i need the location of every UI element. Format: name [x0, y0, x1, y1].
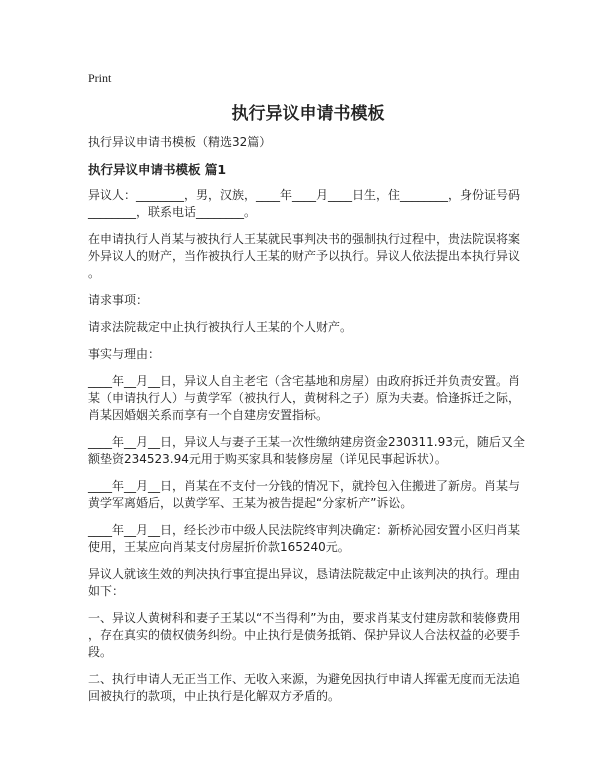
- paragraph-line: ________，联系电话________。: [88, 205, 257, 219]
- paragraph: [88, 346, 528, 363]
- paragraph-line: 额垫资234523.94元用于购买家具和装修房屋（详见民事起诉状）。: [88, 452, 447, 466]
- paragraph-line: ____年__月__日，异议人自主老宅（含宅基地和房屋）由政府拆迁并负责安置。肖: [88, 374, 521, 388]
- paragraph-line: ____年__月__日，经长沙市中级人民法院终审判决确定：新桥沁园安置小区归肖某: [88, 523, 521, 537]
- paragraph: [88, 671, 528, 705]
- paragraph-line: 请求法院裁定中止执行被执行人王某的个人财产。: [88, 320, 353, 334]
- paragraph-line: 异议人就该生效的判决执行事宜提出异议，恳请法院裁定中止该判决的执行。理由: [88, 567, 521, 581]
- paragraph-line: 在申请执行人肖某与被执行人王某就民事判决书的强制执行过程中，贵法院误将案: [88, 232, 521, 246]
- print-link[interactable]: Print: [88, 71, 112, 85]
- document-subtitle: 执行异议申请书模板（精选32篇）: [88, 135, 272, 149]
- paragraph-line: 肖某因婚姻关系而享有一个自建房安置指标。: [88, 408, 329, 422]
- section-heading: 执行异议申请书模板 篇1: [88, 162, 227, 177]
- paragraph-line: ____年__月__日，肖某在不支付一分钱的情况下，就拎包入住搬进了新房。肖某与: [88, 479, 521, 493]
- document-page: [88, 70, 528, 715]
- paragraph-line: 外异议人的财产，当作被执行人王某的财产予以执行。异议人依法提出本执行异议: [88, 249, 521, 263]
- document-title: 执行异议申请书模板: [231, 104, 385, 124]
- paragraph-line: 回被执行的款项，中止执行是化解双方矛盾的。: [88, 689, 341, 703]
- paragraph-line: 异议人：________，男，汉族，____年____月____日生，住________，身份证号码: [88, 188, 521, 202]
- paragraph: [88, 478, 528, 512]
- paragraph-line: 一、异议人黄树科和妻子王某以“不当得利”为由，要求肖某支付建房款和装修费用: [88, 611, 521, 625]
- paragraph: [88, 566, 528, 600]
- paragraph-line: 事实与理由：: [88, 347, 161, 361]
- paragraph: [88, 434, 528, 468]
- paragraph-line: 某（申请执行人）与黄学军（被执行人，黄树科之子）原为夫妻。恰逢拆迁之际，: [88, 391, 521, 405]
- paragraph-line: ____年__月__日，异议人与妻子王某一次性缴纳建房资金230311.93元，随后又全: [88, 435, 525, 449]
- paragraph: [88, 522, 528, 556]
- paragraph: [88, 373, 528, 424]
- paragraph-line: 。: [88, 266, 101, 280]
- document-body: [88, 187, 528, 705]
- paragraph: [88, 319, 528, 336]
- paragraph: [88, 292, 528, 309]
- paragraph-line: 请求事项：: [88, 293, 149, 307]
- paragraph-line: 黄学军离婚后，以黄学军、王某为被告提起“分家析产”诉讼。: [88, 496, 413, 510]
- paragraph-line: 段。: [88, 645, 113, 659]
- paragraph: [88, 610, 528, 661]
- paragraph-line: 二、执行申请人无正当工作、无收入来源，为避免因执行申请人挥霍无度而无法追: [88, 672, 521, 686]
- paragraph-line: 如下：: [88, 584, 125, 598]
- paragraph: [88, 231, 528, 282]
- paragraph: [88, 187, 528, 221]
- paragraph-line: 使用，王某应向肖某支付房屋折价款165240元。: [88, 540, 350, 554]
- paragraph-line: ，存在真实的债权债务纠纷。中止执行是债务抵销、保护异议人合法权益的必要手: [88, 628, 521, 642]
